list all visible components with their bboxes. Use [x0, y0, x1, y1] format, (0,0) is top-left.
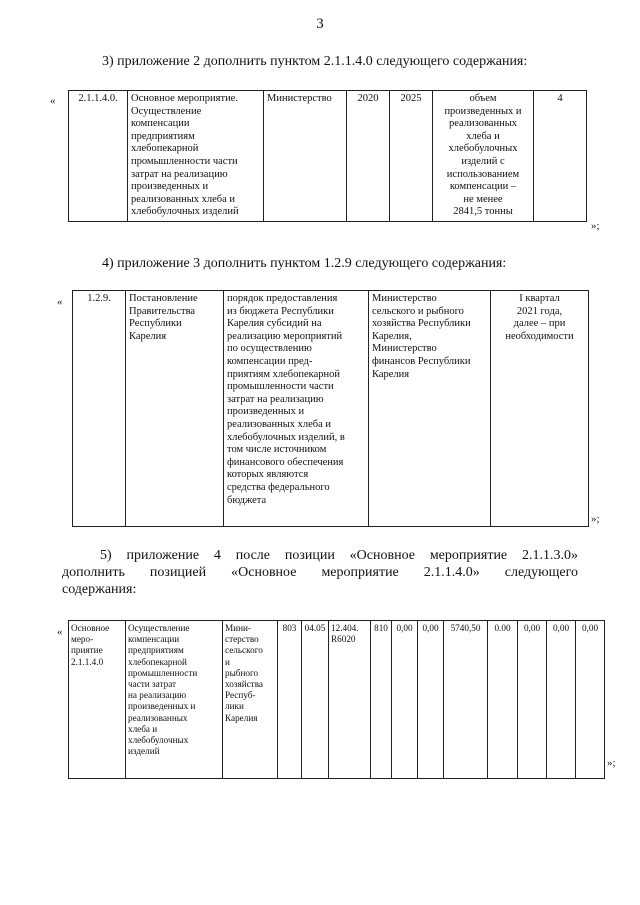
item4-code-cell: 1.2.9.	[73, 291, 126, 527]
page-number: 3	[316, 16, 324, 32]
item3-table	[68, 90, 587, 222]
item5-status-cell: Основное меро- приятие 2.1.1.4.0	[69, 621, 126, 779]
item3-heading: 3) приложение 2 дополнить пунктом 2.1.1.4.0 следующего содержания:	[102, 54, 528, 69]
item3-code-cell: 2.1.1.4.0.	[69, 91, 128, 222]
table-row	[69, 621, 605, 779]
item4-heading: 4) приложение 3 дополнить пунктом 1.2.9 следующего содержания:	[102, 256, 507, 271]
item3-name-cell: Основное мероприятие. Осуществление компенсации предприятиям хлебопекарной промышленности части затрат на реализацию произведенных и реализованных хлеба и хлебобулочных изделий	[128, 91, 264, 222]
item5-table	[68, 620, 605, 779]
item5-open-quote: «	[57, 626, 63, 638]
item4-table	[72, 290, 589, 527]
item5-2025-cell: 0,00	[547, 621, 576, 779]
item3-close-quote: »;	[591, 220, 600, 232]
item5-paragraph	[62, 547, 578, 598]
item5-2026-cell: 0,00	[576, 621, 605, 779]
item5-line2: дополнить позицией «Основное мероприятие 2.1.1.4.0» следующего	[62, 565, 578, 580]
item4-deadline-cell: I квартал 2021 года, далее – при необходимости	[491, 291, 589, 527]
item3-executor-cell: Министерство	[264, 91, 347, 222]
item3-link-cell: 4	[534, 91, 587, 222]
item5-name-cell: Осуществление компенсации предприятиям хлебопекарной промышленности части затрат на реализацию произведенных и реализованных хлеба и хлебобулочных изделий	[126, 621, 223, 779]
item3-open-quote: «	[50, 95, 56, 107]
item5-line1: 5) приложение 4 после позиции «Основное мероприятие 2.1.1.3.0»	[100, 548, 578, 563]
item5-rzpr-cell: 04.05	[302, 621, 329, 779]
item5-csr-cell: 12.404. R6020	[329, 621, 371, 779]
table-row	[69, 91, 587, 222]
item5-2023-cell: 0.00	[488, 621, 518, 779]
item5-close-quote: »;	[607, 757, 616, 769]
item5-grbs-cell: 803	[278, 621, 302, 779]
item5-line3: содержания:	[62, 582, 137, 597]
item3-result-cell: объем произведенных и реализованных хлеба и хлебобулочных изделий с использованием компенсации – не менее 2841,5 тонны	[433, 91, 534, 222]
item5-vr-cell: 810	[371, 621, 392, 779]
item5-2020-cell: 0,00	[392, 621, 418, 779]
item4-close-quote: »;	[591, 513, 600, 525]
table-row	[73, 291, 589, 527]
item5-2024-cell: 0,00	[518, 621, 547, 779]
item4-executor-cell: Министерство сельского и рыбного хозяйства Республики Карелия, Министерство финансов Республики Карелия	[369, 291, 491, 527]
item5-executor-cell: Мини- стерство сельского и рыбного хозяйства Респуб- лики Карелия	[223, 621, 278, 779]
item5-2021-cell: 0,00	[418, 621, 444, 779]
item4-content-cell: порядок предоставления из бюджета Республики Карелия субсидий на реализацию мероприятий по осуществлению компенсации пред- приятиям хлебопекарной промышленности части затрат на реализацию произведенных и реализованных хлеба и хлебобулочных изделий, в том числе источником финансового обеспечения которых являются средства федерального бюджета	[224, 291, 369, 527]
item4-doc-cell: Постановление Правительства Республики Карелия	[126, 291, 224, 527]
item3-year-start-cell: 2020	[347, 91, 390, 222]
item4-open-quote: «	[57, 296, 63, 308]
item3-year-end-cell: 2025	[390, 91, 433, 222]
item5-2022-cell: 5740,50	[444, 621, 488, 779]
